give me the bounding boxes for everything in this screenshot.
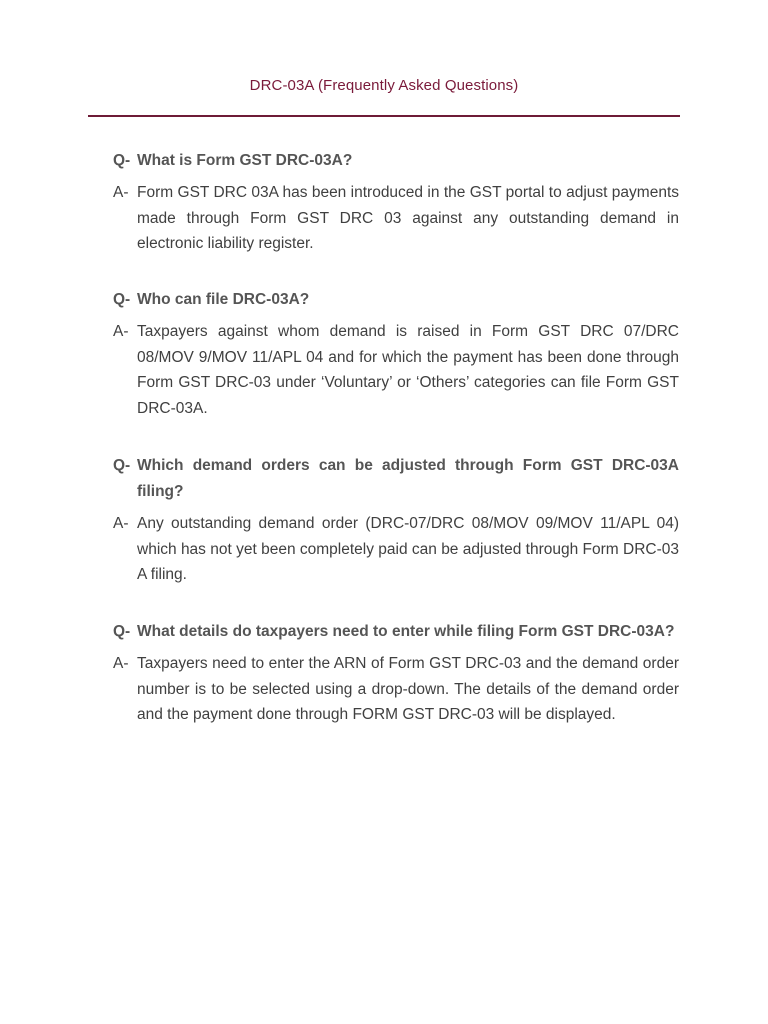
faq-question	[113, 619, 679, 645]
answer-text: Taxpayers need to enter the ARN of Form GST DRC-03 and the demand order number is to be selected using a drop-down. The details of the demand order and the payment done through FORM GST DRC-03 will be displayed.	[137, 655, 679, 723]
question-text: What is Form GST DRC-03A?	[137, 152, 353, 169]
answer-text: Any outstanding demand order (DRC-07/DRC 08/MOV 09/MOV 11/APL 04) which has not yet been completely paid can be adjusted through Form DRC-03 A filing.	[137, 515, 679, 583]
faq-item-3	[113, 453, 679, 588]
answer-prefix: A-	[113, 184, 129, 201]
question-prefix: Q-	[113, 152, 131, 169]
faq-item-1	[113, 148, 679, 257]
question-text: Who can file DRC-03A?	[137, 291, 310, 308]
answer-text: Form GST DRC 03A has been introduced in the GST portal to adjust payments made through Form GST DRC 03 against any outstanding demand in electronic liability register.	[137, 184, 679, 252]
question-text: Which demand orders can be adjusted through Form GST DRC-03A filing?	[137, 457, 679, 500]
faq-item-2	[113, 287, 679, 421]
faq-answer	[113, 511, 679, 588]
question-prefix: Q-	[113, 623, 131, 640]
question-text: What details do taxpayers need to enter while filing Form GST DRC-03A?	[137, 623, 675, 640]
answer-prefix: A-	[113, 655, 129, 672]
answer-text: Taxpayers against whom demand is raised in Form GST DRC 07/DRC 08/MOV 9/MOV 11/APL 04 and for which the payment has been done through Form GST DRC-03 under ‘Voluntary’ or ‘Others’ categories can file Form GST DRC-03A.	[137, 323, 679, 417]
question-prefix: Q-	[113, 291, 131, 308]
faq-question	[113, 148, 679, 174]
question-prefix: Q-	[113, 457, 131, 474]
faq-answer	[113, 180, 679, 257]
page-title: DRC-03A (Frequently Asked Questions)	[249, 77, 519, 94]
faq-item-4	[113, 619, 679, 728]
faq-answer	[113, 319, 679, 421]
faq-question	[113, 287, 679, 313]
faq-answer	[113, 651, 679, 728]
title-divider	[88, 115, 680, 117]
answer-prefix: A-	[113, 515, 129, 532]
faq-question	[113, 453, 679, 505]
answer-prefix: A-	[113, 323, 129, 340]
